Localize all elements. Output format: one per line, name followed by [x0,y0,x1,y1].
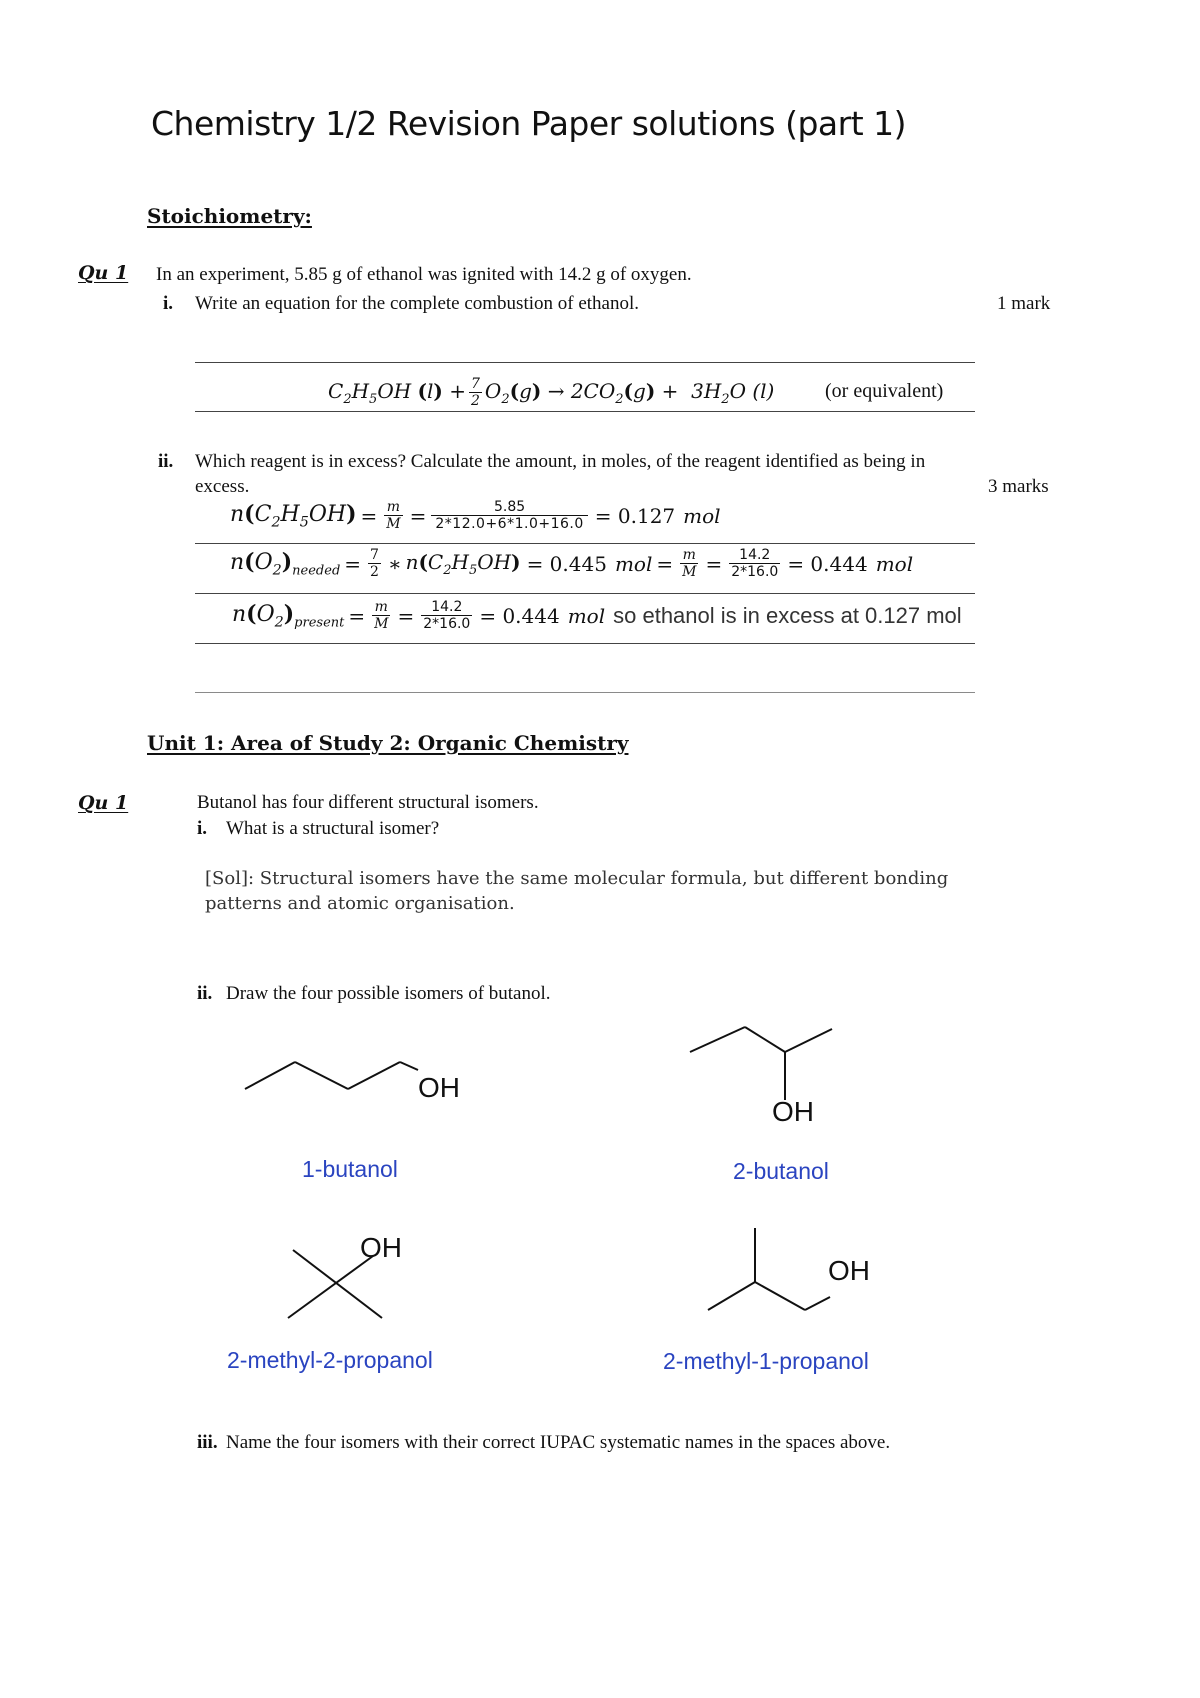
part-number: i. [163,293,174,314]
answer-rule [195,593,975,594]
part-question: What is a structural isomer? [226,818,440,839]
answer-rule [195,543,975,544]
marks-label: 3 marks [988,476,1049,497]
hydroxyl-group-label: OH [418,1072,460,1103]
part-number: i. [197,818,208,839]
answer-rule [195,362,975,363]
isomer-label-1-butanol: 1-butanol [302,1156,398,1182]
hydroxyl-group-label: OH [828,1255,870,1286]
calc-line-oxygen-needed: $n(O_2)_{needed}$ = $\frac{7}{2}$ ∗ $n(C_2H_5OH)$ = 0.445 mol = $\frac{m}{M}$ = $\frac{14.2}{2*16.0}$ = 0.444 mol [230,547,914,580]
part-number: iii. [197,1432,218,1453]
part-question: Write an equation for the complete combustion of ethanol. [195,293,640,314]
question-intro: Butanol has four different structural isomers. [197,792,539,813]
part-question-line1: Which reagent is in excess? Calculate the amount, in moles, of the reagent identified as being in [195,451,926,472]
answer-rule [195,411,975,412]
2-methyl-1-propanol-structure-icon [700,1225,840,1315]
part-question-line2: excess. [195,476,250,497]
isomer-label-2-methyl-1-propanol: 2-methyl-1-propanol [663,1348,869,1374]
part-question: Name the four isomers with their correct IUPAC systematic names in the spaces above. [226,1432,891,1453]
equation-note: (or equivalent) [825,380,944,402]
page-title: Chemistry 1/2 Revision Paper solutions (part 1) [151,104,907,143]
conclusion-text: so ethanol is in excess at 0.127 mol [613,602,962,628]
part-number: ii. [158,451,174,472]
section-heading-stoichiometry: Stoichiometry: [147,204,312,228]
isomer-label-2-methyl-2-propanol: 2-methyl-2-propanol [227,1347,433,1373]
combustion-equation: $C_2H_5OH$ (l) + $\frac{7}{2}$ $O_2(g) \to 2CO_2(g) + 3H_2O$ (l) [328,376,775,409]
hydroxyl-group-label: OH [360,1232,402,1263]
1-butanol-structure-icon [230,1045,420,1095]
answer-rule [195,643,975,644]
calc-line-oxygen-present: $n(O_2)_{present}$ = $\frac{m}{M}$ = $\frac{14.2}{2*16.0}$ = 0.444 mol so ethanol is in excess at 0.127 mol [232,599,962,632]
solution-line2: patterns and atomic organisation. [205,893,515,914]
isomer-label-2-butanol: 2-butanol [733,1158,829,1184]
hydroxyl-group-label: OH [772,1096,814,1127]
answer-rule [195,692,975,693]
solution-line1: [Sol]: Structural isomers have the same molecular formula, but different bonding [205,868,949,889]
question-label: Qu 1 [78,792,129,814]
part-number: ii. [197,983,213,1004]
question-label: Qu 1 [78,262,129,284]
marks-label: 1 mark [997,293,1051,314]
question-intro: In an experiment, 5.85 g of ethanol was ignited with 14.2 g of oxygen. [156,264,692,285]
part-question: Draw the four possible isomers of butanol. [226,983,551,1004]
section-heading-organic: Unit 1: Area of Study 2: Organic Chemistry [147,731,629,755]
calc-line-ethanol: $n(C_2H_5OH)$ = $\frac{m}{M}$ = $\frac{5.85}{2*12.0+6*1.0+16.0}$ = 0.127 mol [230,499,721,532]
